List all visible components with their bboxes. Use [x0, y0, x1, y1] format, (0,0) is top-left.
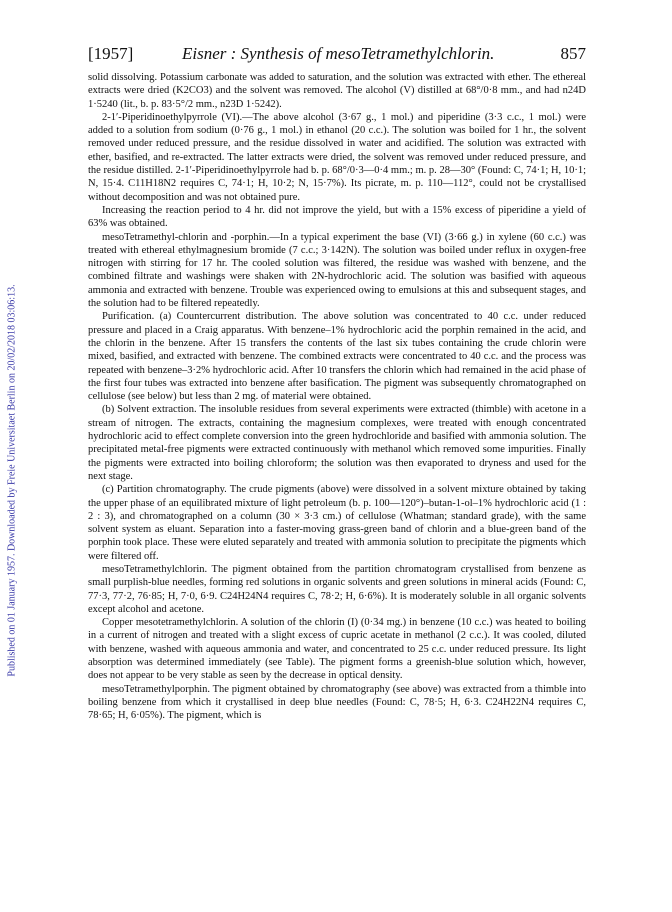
paragraph: solid dissolving. Potassium carbonate was added to saturation, and the solution was extracted with ether. The ethereal extracts were dried (K2CO3) and the solvent was removed. The alcohol (V) distilled at 68°/0·8 mm., and had n24D 1·5240 (lit., b. p. 83·5°/2 mm., n23D 1·5242). [88, 72, 586, 110]
download-watermark [5, 120, 19, 840]
paragraph: mesoTetramethylporphin. The pigment obtained by chromatography (see above) was extracted from a thimble into boiling benzene from which it crystallised in deep blue needles (Found: C, 78·5; H, 6·3. C24H22N4 requires C, 78·65; H, 6·05%). The pigment, which is [88, 683, 586, 722]
paragraph: (c) Partition chromatography. The crude pigments (above) were dissolved in a solvent mixture obtained by taking the upper phase of an equilibrated mixture of light petroleum (b. p. 100—120°)–butan-1-ol–1% hydrochloric acid (1 : 2 : 3), and chromatographed on a column (30 × 3·3 cm.) of cellulose (Whatman; standard grade), with the same solvent system as eluant. Separation into a faster-moving grass-green band of chlorin and a blue-green band of the porphin took place. These were eluted separately and treated with ammonia solution to precipitate the pigments which were filtered off. [88, 484, 586, 562]
running-header [88, 44, 586, 64]
paragraph: (b) Solvent extraction. The insoluble residues from several experiments were extracted (thimble) with acetone in a stream of nitrogen. The extracts, containing the magnesium complexes, were treated with enough concentrated hydrochloric acid to effect complete conversion into the green hydrochloride and basified with ammonia solution. The precipitated metal-free pigments were extracted continuously with methanol which removed some impurities. Finally the pigments were extracted into boiling chloroform; the solution was then evaporated to dryness and used for the next stage. [88, 404, 586, 482]
paragraph: 2-1′-Piperidinoethylpyrrole (VI).—The above alcohol (3·67 g., 1 mol.) and piperidine (3·3 c.c., 1 mol.) were added to a solution from sodium (0·76 g., 1 mol.) in ethanol (20 c.c.). The solution was boiled for 1 hr., the solvent removed under reduced pressure, and the residue dissolved in water and acidified. The solution was extracted with ether, basified, and re-extracted. The latter extracts were dried, the solvent was removed under reduced pressure, and the residue distilled. 2-1′-Piperidinoethylpyrrole had b. p. 68°/0·3—0·4 mm.; m. p. 28—30° (Found: C, 74·1; H, 10·1; N, 15·4. C11H18N2 requires C, 74·1; H, 10·2; N, 15·7%). Its picrate, m. p. 110—112°, could not be crystallised without decomposition and was not obtained pure. [88, 111, 586, 203]
header-title: Eisner : Synthesis of mesoTetramethylchlorin. [182, 44, 495, 63]
header-year: [1957] [88, 44, 134, 63]
paragraph: Purification. (a) Countercurrent distribution. The above solution was concentrated to 40 c.c. under reduced pressure and placed in a Craig apparatus. With benzene–1% hydrochloric acid the porphin remained in the acid, and the chlorin in the benzene. After 15 transfers the contents of the last six tubes containing the crude chlorin were mixed, basified, and extracted with benzene. The combined extracts were concentrated to 40 c.c. and the process was repeated with benzene–3·2% hydrochloric acid. After 10 transfers the chlorin which had remained in the acid phase of the first four tubes was extracted into benzene after basification. The pigment was subsequently chromatographed on cellulose (see below) but less than 2 mg. of material were obtained. [88, 311, 586, 403]
download-watermark-text[interactable]: Published on 01 January 1957. Downloaded by Freie Universitaet Berlin on 20/02/2018 03:06:13. [6, 283, 18, 677]
header-page-number: 857 [560, 44, 586, 63]
paragraph: Copper mesotetramethylchlorin. A solution of the chlorin (I) (0·34 mg.) in benzene (10 c.c.) was heated to boiling in a current of nitrogen and treated with a slight excess of cupric acetate in methanol (2 c.c.). It was cooled, diluted with benzene, washed with aqueous ammonia and water, and concentrated to 25 c.c. under reduced pressure. Its light absorption was determined immediately (see Table). The pigment forms a greenish-blue solution which, however, does not appear to be very stable as seen by the decrease in optical density. [88, 617, 586, 682]
article-body [88, 71, 586, 723]
paragraph: mesoTetramethyl-chlorin and -porphin.—In a typical experiment the base (VI) (3·66 g.) in xylene (60 c.c.) was treated with ethereal ethylmagnesium bromide (7 c.c.; 3·142N). The solution was boiled under reflux in oxygen-free nitrogen with stirring for 17 hr. The cooled solution was filtered, the residue was washed with benzene, and the combined filtrate and washings were shaken with 2N-hydrochloric acid. The solution was basified with aqueous ammonia and extracted with benzene. Trouble was experienced owing to emulsions at this and subsequent stages, and the solution had to be filtered repeatedly. [88, 231, 586, 310]
paragraph: Increasing the reaction period to 4 hr. did not improve the yield, but with a 15% excess of piperidine a yield of 63% was obtained. [88, 204, 586, 230]
paragraph: mesoTetramethylchlorin. The pigment obtained from the partition chromatogram crystallised from benzene as small purplish-blue needles, forming red solutions in organic solvents and green solutions in mineral acids (Found: C, 77·3, 77·2, 76·85; H, 7·0, 6·9. C24H24N4 requires C, 78·2; H, 6·6%). It is moderately soluble in all organic solvents except alcohol and acetone. [88, 563, 586, 615]
